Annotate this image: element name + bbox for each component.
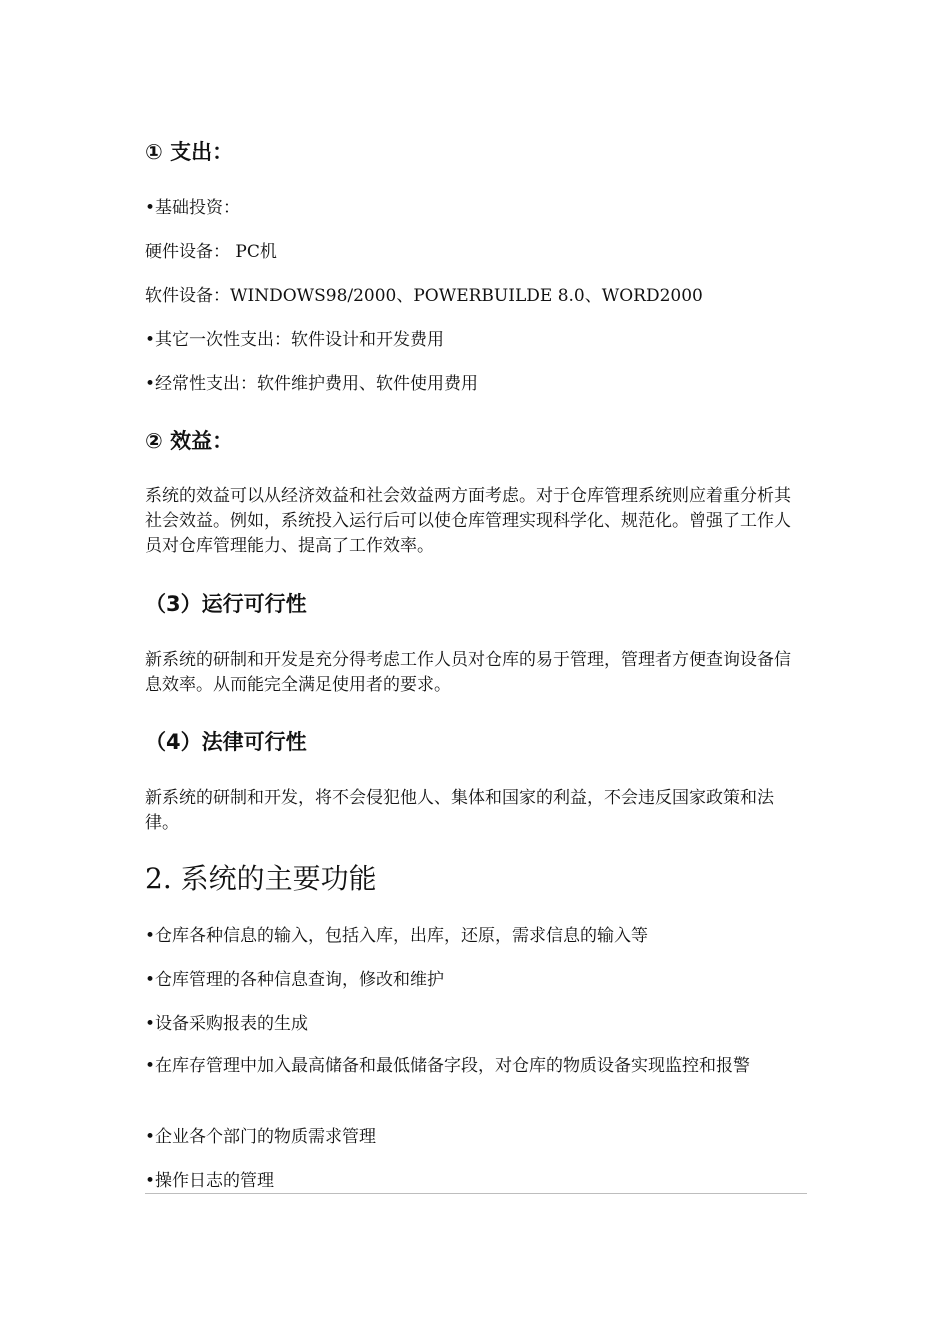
operation-feasibility-paragraph: 新系统的研制和开发是充分得考虑工作人员对仓库的易于管理，管理者方便查询设备信息效率。从而能完全满足使用者的要求。 (145, 650, 791, 695)
benefit-paragraph: 系统的效益可以从经济效益和社会效益两方面考虑。对于仓库管理系统则应着重分析其社会效益。例如，系统投入运行后可以使仓库管理实现科学化、规范化。曾强了工作人员对仓库管理能力、提高了工作效率。 (145, 486, 791, 556)
function-list-item: •仓库管理的各种信息查询，修改和维护 (145, 970, 445, 990)
function-list-item: •仓库各种信息的输入，包括入库，出库，还原，需求信息的输入等 (145, 926, 649, 946)
expenditure-heading: ① 支出： (145, 140, 234, 164)
function-list-item: •在库存管理中加入最高储备和最低储备字段，对仓库的物质设备实现监控和报警 (145, 1056, 751, 1076)
hardware-line: 硬件设备： PC机 (145, 242, 277, 262)
benefit-heading: ② 效益： (145, 429, 234, 453)
function-list-item: •设备采购报表的生成 (145, 1014, 309, 1034)
software-line: 软件设备：WINDOWS98/2000、POWERBUILDE 8.0、WORD2000 (145, 286, 703, 306)
legal-feasibility-heading: （4）法律可行性 (145, 730, 307, 754)
main-functions-heading: 2. 系统的主要功能 (145, 862, 377, 895)
function-list-item: •企业各个部门的物质需求管理 (145, 1127, 377, 1147)
basic-investment-item: •基础投资： (145, 198, 241, 218)
one-time-expense-item: •其它一次性支出：软件设计和开发费用 (145, 330, 445, 350)
bottom-divider (145, 1193, 807, 1194)
legal-feasibility-paragraph: 新系统的研制和开发，将不会侵犯他人、集体和国家的利益，不会违反国家政策和法律。 (145, 788, 774, 833)
recurring-expense-item: •经常性支出：软件维护费用、软件使用费用 (145, 374, 479, 394)
operation-feasibility-heading: （3）运行可行性 (145, 592, 307, 616)
function-list-item: •操作日志的管理 (145, 1171, 275, 1191)
